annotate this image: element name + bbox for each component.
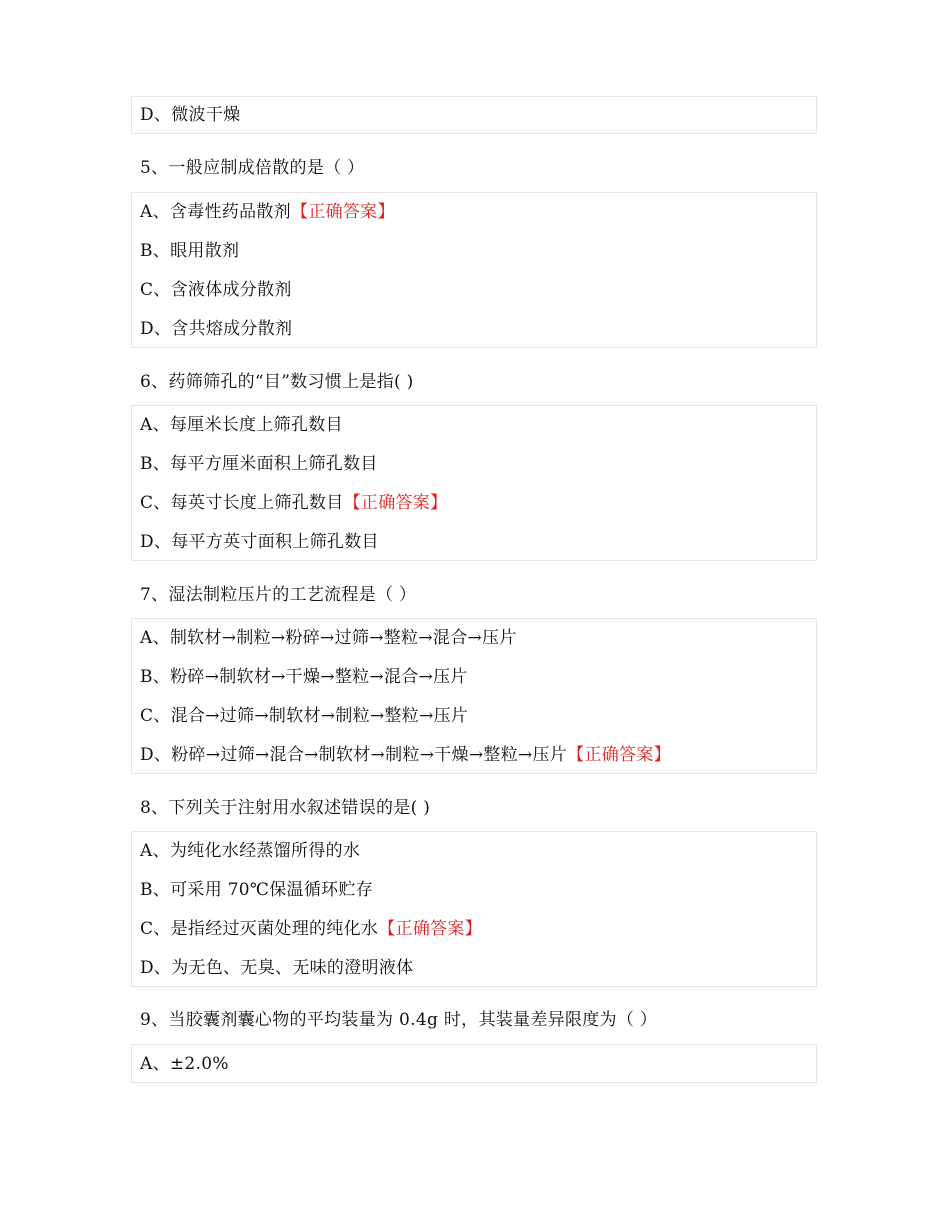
q5-question: 5、一般应制成倍散的是（ ） <box>140 158 365 178</box>
option-text: A、每厘米长度上筛孔数目 <box>140 415 343 435</box>
q7-option-a <box>140 627 517 649</box>
option-text: C、混合→过筛→制软材→制粒→整粒→压片 <box>140 706 469 726</box>
correct-answer-tag: 【正确答案】 <box>378 919 483 939</box>
q8-option-c <box>140 918 482 940</box>
option-text: D、每平方英寸面积上筛孔数目 <box>140 532 379 552</box>
option-text: A、±2.0% <box>140 1054 229 1074</box>
option-text: B、可采用 70℃保温循环贮存 <box>140 880 374 900</box>
q6-option-a <box>140 414 343 436</box>
q5-option-b <box>140 240 239 262</box>
option-text: B、每平方厘米面积上筛孔数目 <box>140 454 378 474</box>
q5-option-c <box>140 279 292 301</box>
option-text: A、为纯化水经蒸馏所得的水 <box>140 841 361 861</box>
q8-option-a <box>140 840 360 862</box>
q9-options-box <box>131 1044 817 1083</box>
option-text: D、为无色、无臭、无味的澄明液体 <box>140 958 414 978</box>
option-text: D、微波干燥 <box>140 105 241 125</box>
q8-option-d <box>140 957 413 979</box>
q9-question: 9、当胶囊剂囊心物的平均装量为 0.4g 时，其装量差异限度为（ ） <box>140 1010 658 1030</box>
q5-option-d <box>140 318 292 340</box>
q6-option-c <box>140 492 447 514</box>
option-text: D、粉碎→过筛→混合→制软材→制粒→干燥→整粒→压片 <box>140 745 568 765</box>
q7-option-d <box>140 744 671 766</box>
q7-question: 7、湿法制粒压片的工艺流程是（ ） <box>140 585 417 605</box>
q6-option-d <box>140 531 379 553</box>
correct-answer-tag: 【正确答案】 <box>290 202 395 222</box>
q5-option-a <box>140 201 395 223</box>
q9-option-a <box>140 1053 229 1075</box>
q8-option-b <box>140 879 373 901</box>
option-text: D、含共熔成分散剂 <box>140 319 293 339</box>
q4-option-d <box>140 104 240 126</box>
option-text: B、粉碎→制软材→干燥→整粒→混合→压片 <box>140 667 468 687</box>
correct-answer-tag: 【正确答案】 <box>567 745 671 765</box>
option-text: A、制软材→制粒→粉碎→过筛→整粒→混合→压片 <box>140 628 517 648</box>
option-text: C、是指经过灭菌处理的纯化水 <box>140 919 379 939</box>
q6-option-b <box>140 453 378 475</box>
option-text: C、每英寸长度上筛孔数目 <box>140 493 344 513</box>
q7-option-b <box>140 666 468 688</box>
option-text: C、含液体成分散剂 <box>140 280 292 300</box>
q8-question: 8、下列关于注射用水叙述错误的是( ) <box>140 798 431 818</box>
correct-answer-tag: 【正确答案】 <box>343 493 448 513</box>
option-text: B、眼用散剂 <box>140 241 240 261</box>
option-text: A、含毒性药品散剂 <box>140 202 291 222</box>
q6-question: 6、药筛筛孔的“目”数习惯上是指( ) <box>140 372 414 392</box>
q7-option-c <box>140 705 468 727</box>
